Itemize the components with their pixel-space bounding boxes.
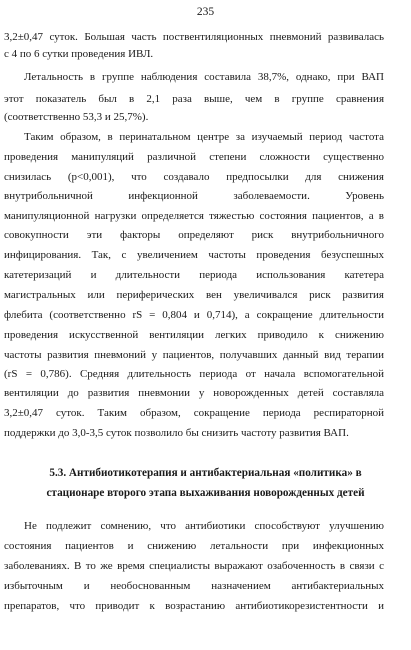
text-line: манипуляционной нагрузки определяется тяжестью состояния пациентов, а в xyxy=(4,210,384,222)
text-line: флебита (соответственно rS = 0,804 и 0,714), а сокращение длительности xyxy=(4,309,384,321)
text-line: проведения манипуляций различной степени сложности существенно xyxy=(4,151,384,163)
text-line: 3,2±0,47 суток. Большая часть поствентиляционных пневмоний развивалась xyxy=(4,31,384,43)
text-line: 3,2±0,47 суток. Таким образом, сокращение периода респираторной xyxy=(4,407,384,419)
text-line: инфицирования. Так, с увеличением частоты проведения безуспешных xyxy=(4,249,384,261)
section-heading: 5.3. Антибиотикотерапия и антибактериальная «политика» в xyxy=(49,467,362,479)
text-line: с 4 по 6 сутки проведения ИВЛ. xyxy=(4,48,154,60)
text-line: заболеваниях. В то же время специалисты выражают озабоченность в связи с xyxy=(4,560,384,572)
section-heading: стационаре второго этапа выхаживания новорожденных детей xyxy=(46,487,365,499)
text-line: состояния пациентов и снижению летальности при инфекционных xyxy=(4,540,384,552)
text-line: (rS = 0,786). Средняя длительность периода от начала вспомогательной xyxy=(4,368,384,380)
text-line: внутрибольничной инфекционной заболеваемости. Уровень xyxy=(4,190,384,202)
text-line: частоты развития пневмоний у пациентов, получавших данный вид терапии xyxy=(4,349,384,361)
text-line: избыточным и необоснованным назначением антибактериальных xyxy=(4,580,384,592)
text-line: поддержки до 3,0-3,5 суток позволило бы снизить частоту развития ВАП. xyxy=(4,427,349,439)
text-line: вентиляции до развития пневмонии у новорожденных детей составляла xyxy=(4,387,384,399)
page-number: 235 xyxy=(196,6,215,18)
text-line: Не подлежит сомнению, что антибиотики способствуют улучшению xyxy=(24,520,384,532)
text-line: катетеризаций и длительности периода использования катетера xyxy=(4,269,384,281)
text-line: Таким образом, в перинатальном центре за изучаемый период частота xyxy=(24,131,384,143)
text-line: этот показатель был в 2,1 раза выше, чем в группе сравнения xyxy=(4,93,384,105)
text-line: магистральных или периферических вен увеличивался риск развития xyxy=(4,289,384,301)
text-line: проведения искусственной вентиляции легких приводило к снижению xyxy=(4,329,384,341)
text-line: Летальность в группе наблюдения составила 38,7%, однако, при ВАП xyxy=(24,71,384,83)
text-line: совокупности эти факторы определяют риск внутрибольничного xyxy=(4,229,384,241)
text-line: (соответственно 53,3 и 25,7%). xyxy=(4,111,149,123)
text-line: препаратов, что приводит к возрастанию антибиотикорезистентности и xyxy=(4,600,384,612)
text-line: снизилась (р<0,001), что создавало предпосылки для снижения xyxy=(4,171,384,183)
